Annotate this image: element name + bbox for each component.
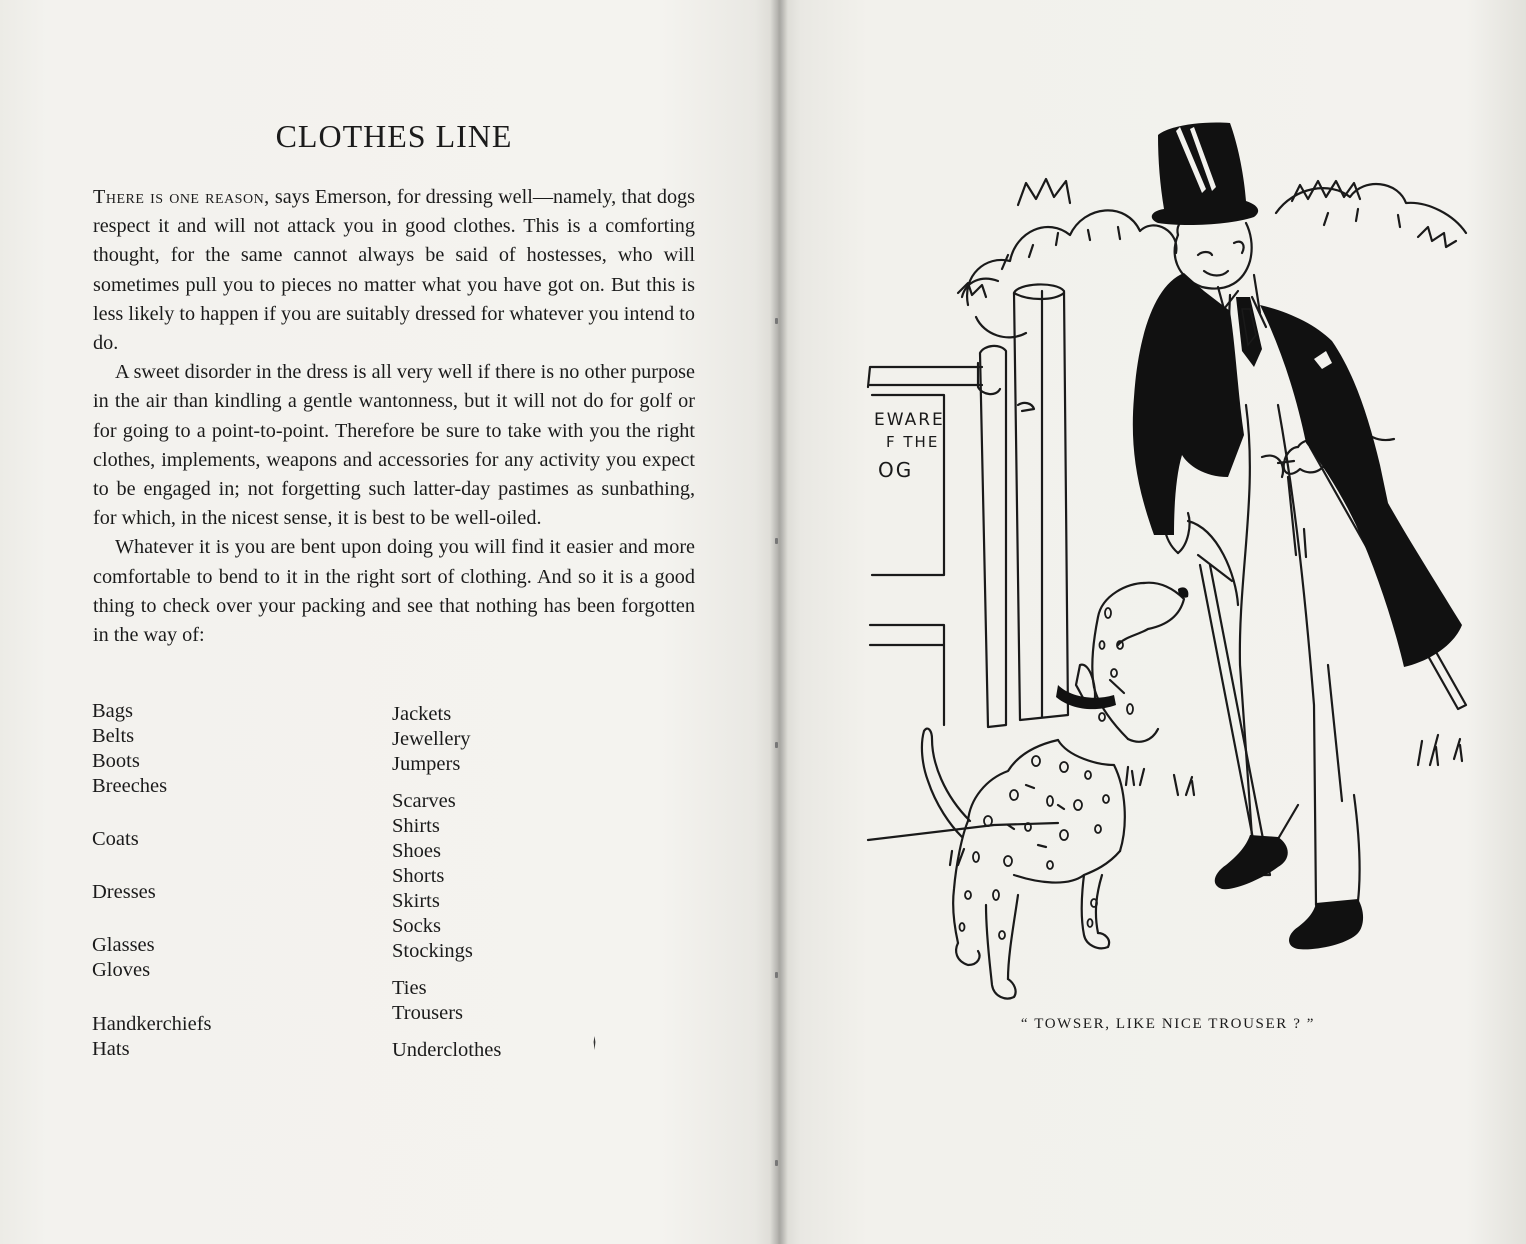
list-item: Jumpers	[392, 753, 461, 775]
list-item: Shirts	[392, 815, 440, 837]
list-item: Belts	[92, 725, 135, 747]
gate-posts	[978, 284, 1068, 727]
list-item: Socks	[392, 915, 441, 937]
illustration-caption: “ TOWSER, LIKE NICE TROUSER ? ”	[1020, 1016, 1316, 1032]
hedge-right	[1276, 181, 1466, 247]
list-item: Handkerchiefs	[92, 1013, 212, 1035]
list-item: Trousers	[392, 1002, 464, 1024]
binding-stitch	[775, 1160, 778, 1166]
paragraph-lead: There is one reason,	[93, 186, 270, 208]
list-item: Scarves	[392, 790, 456, 812]
list-item: Breeches	[92, 775, 168, 797]
paragraph-2: A sweet disorder in the dress is all very well if there is no other purpose in the air than kindling a gentle wantonness, but it will not do for golf or for going to a point-to-point. Therefore be sure to take with you the right clothes, implements, weapons and accessories for any activity you expect to be engaged in; not forgetting such latter-day pastimes as sunbathing, for which, in the nicest sense, it is best to be well-oiled.	[93, 361, 695, 530]
list-item: Underclothes	[392, 1039, 502, 1061]
list-item: Boots	[92, 750, 140, 772]
list-item: Bags	[92, 700, 133, 722]
sign-line: F THE	[886, 433, 940, 451]
dog-collar	[1056, 685, 1116, 709]
list-item: Coats	[92, 828, 139, 850]
binding-stitch	[775, 538, 778, 544]
list-item: Glasses	[92, 934, 155, 956]
paragraph-1-text: says Emerson, for dressing well—namely, that dogs respect it and will not attack you in good clothes. This is a comforting thought, for the same cannot always be said of hostesses, who will sometimes pull you to pieces no matter what you have got on. But this is less likely to happen if you are suitably dressed for whatever you intend to do.	[93, 186, 695, 355]
paragraph-3: Whatever it is you are bent upon doing you will find it easier and more comfortable to bend to it in the right sort of clothing. And so it is a good thing to check over your packing and see that nothing has been forgotten in the way of:	[93, 536, 695, 647]
list-item: Jackets	[392, 703, 452, 725]
list-item: Gloves	[92, 959, 151, 981]
paragraph-1	[93, 183, 695, 358]
shoe-left	[1215, 835, 1288, 889]
paper-speck	[592, 1036, 597, 1050]
top-hat	[1152, 123, 1258, 226]
list-item: Shoes	[392, 840, 441, 862]
list-item: Skirts	[392, 890, 440, 912]
binding-stitch	[775, 742, 778, 748]
sign-line: EWARE	[874, 410, 945, 430]
list-item: Shorts	[392, 865, 445, 887]
list-item: Stockings	[392, 940, 473, 962]
binding-stitch	[775, 972, 778, 978]
grass-tufts	[950, 735, 1462, 865]
cartoon-illustration	[858, 105, 1484, 1015]
book-gutter	[770, 0, 788, 1244]
body-text	[93, 183, 695, 650]
list-item: Ties	[392, 977, 427, 999]
binding-stitch	[775, 318, 778, 324]
shoe-right	[1289, 899, 1363, 949]
list-item: Dresses	[92, 881, 156, 903]
list-item: Jewellery	[392, 728, 471, 750]
page-title: CLOTHES LINE	[275, 118, 513, 154]
sign-line: OG	[878, 458, 914, 482]
list-item: Hats	[92, 1038, 130, 1060]
hedge-left	[958, 179, 1176, 337]
dalmatian-dog	[922, 583, 1184, 999]
